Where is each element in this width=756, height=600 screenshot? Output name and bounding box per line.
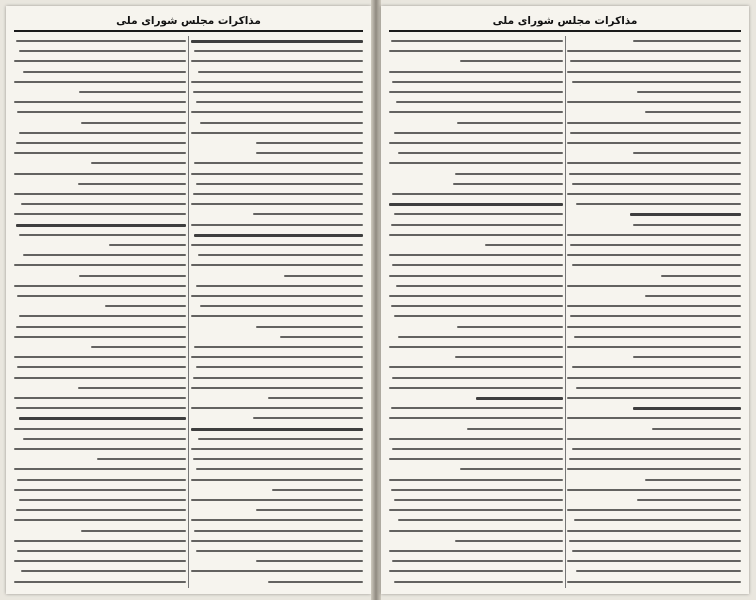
text-line-placeholder: [567, 397, 741, 399]
text-line-placeholder: [17, 550, 186, 552]
text-line-placeholder: [81, 122, 186, 124]
text-line-placeholder: [392, 193, 563, 195]
text-line-placeholder: [97, 458, 186, 460]
text-line-placeholder: [196, 468, 363, 470]
text-line-placeholder: [567, 193, 741, 195]
text-line-placeholder: [572, 264, 741, 266]
text-line-placeholder: [191, 356, 363, 358]
text-line-placeholder: [105, 305, 186, 307]
text-line-placeholder: [391, 407, 563, 409]
text-line-placeholder: [396, 101, 563, 103]
text-line-placeholder: [391, 489, 563, 491]
right-page: [381, 6, 749, 594]
text-line-placeholder: [645, 479, 741, 481]
text-line-placeholder: [196, 285, 363, 287]
text-line-placeholder: [200, 305, 363, 307]
text-line-placeholder: [193, 377, 363, 379]
text-line-placeholder: [391, 224, 563, 226]
right-page-column-left: [389, 36, 563, 588]
text-line-placeholder: [633, 224, 741, 226]
text-line-placeholder: [389, 387, 563, 389]
text-line-placeholder: [14, 581, 186, 583]
text-line-placeholder: [14, 377, 186, 379]
text-line-placeholder: [567, 489, 741, 491]
text-line-placeholder: [191, 315, 363, 317]
text-line-placeholder: [394, 499, 563, 501]
text-line-placeholder: [198, 438, 363, 440]
text-line-placeholder: [389, 50, 563, 52]
book-gutter: [371, 0, 381, 600]
text-line-placeholder: [389, 203, 563, 206]
text-line-placeholder: [191, 224, 363, 226]
text-line-placeholder: [455, 356, 563, 358]
text-line-placeholder: [394, 315, 563, 317]
text-line-placeholder: [14, 540, 186, 542]
text-line-placeholder: [253, 417, 363, 419]
text-line-placeholder: [268, 397, 363, 399]
text-line-placeholder: [392, 377, 563, 379]
text-line-placeholder: [389, 142, 563, 144]
text-line-placeholder: [14, 448, 186, 450]
text-line-placeholder: [109, 244, 186, 246]
text-line-placeholder: [196, 183, 363, 185]
text-line-placeholder: [392, 448, 563, 450]
text-line-placeholder: [570, 60, 741, 62]
text-line-placeholder: [78, 387, 186, 389]
text-line-placeholder: [191, 244, 363, 246]
text-line-placeholder: [396, 285, 563, 287]
text-line-placeholder: [19, 132, 186, 134]
text-line-placeholder: [567, 305, 741, 307]
text-line-placeholder: [194, 50, 363, 52]
text-line-placeholder: [91, 162, 186, 164]
text-line-placeholder: [14, 173, 186, 175]
left-page-column-right: [191, 36, 363, 588]
text-line-placeholder: [485, 244, 563, 246]
text-line-placeholder: [191, 387, 363, 389]
text-line-placeholder: [191, 428, 363, 431]
text-line-placeholder: [567, 560, 741, 562]
text-line-placeholder: [389, 438, 563, 440]
text-line-placeholder: [194, 346, 363, 348]
text-line-placeholder: [23, 71, 186, 73]
text-line-placeholder: [392, 264, 563, 266]
text-line-placeholder: [284, 275, 363, 277]
left-page-header: [14, 12, 363, 32]
text-line-placeholder: [394, 132, 563, 134]
text-line-placeholder: [191, 499, 363, 501]
text-line-placeholder: [17, 295, 186, 297]
text-line-placeholder: [389, 417, 563, 419]
text-line-placeholder: [567, 142, 741, 144]
text-line-placeholder: [79, 275, 186, 277]
text-line-placeholder: [567, 162, 741, 164]
text-line-placeholder: [191, 448, 363, 450]
text-line-placeholder: [389, 530, 563, 532]
text-line-placeholder: [256, 560, 363, 562]
text-line-placeholder: [16, 142, 186, 144]
left-page-columns: [14, 36, 363, 588]
text-line-placeholder: [389, 479, 563, 481]
text-line-placeholder: [460, 468, 563, 470]
text-line-placeholder: [14, 213, 186, 215]
text-line-placeholder: [398, 152, 563, 154]
text-line-placeholder: [645, 295, 741, 297]
text-line-placeholder: [193, 91, 363, 93]
text-line-placeholder: [14, 428, 186, 430]
text-line-placeholder: [194, 530, 363, 532]
right-page-header: [389, 12, 741, 32]
text-line-placeholder: [389, 550, 563, 552]
text-line-placeholder: [14, 560, 186, 562]
text-line-placeholder: [268, 581, 363, 583]
left-page: [6, 6, 371, 594]
text-line-placeholder: [191, 570, 363, 572]
text-line-placeholder: [389, 458, 563, 460]
text-line-placeholder: [637, 499, 741, 501]
text-line-placeholder: [191, 60, 363, 62]
text-line-placeholder: [574, 336, 741, 338]
text-line-placeholder: [661, 275, 741, 277]
left-page-column-divider: [188, 36, 189, 588]
text-line-placeholder: [633, 356, 741, 358]
text-line-placeholder: [389, 111, 563, 113]
text-line-placeholder: [194, 162, 363, 164]
text-line-placeholder: [191, 40, 363, 43]
text-line-placeholder: [570, 244, 741, 246]
text-line-placeholder: [567, 285, 741, 287]
text-line-placeholder: [572, 183, 741, 185]
text-line-placeholder: [14, 152, 186, 154]
text-line-placeholder: [14, 336, 186, 338]
text-line-placeholder: [567, 530, 741, 532]
text-line-placeholder: [392, 81, 563, 83]
text-line-placeholder: [196, 550, 363, 552]
text-line-placeholder: [191, 111, 363, 113]
text-line-placeholder: [645, 111, 741, 113]
text-line-placeholder: [194, 234, 363, 237]
text-line-placeholder: [567, 417, 741, 419]
text-line-placeholder: [392, 560, 563, 562]
text-line-placeholder: [14, 489, 186, 491]
text-line-placeholder: [256, 509, 363, 511]
text-line-placeholder: [389, 162, 563, 164]
text-line-placeholder: [569, 173, 741, 175]
text-line-placeholder: [569, 540, 741, 542]
text-line-placeholder: [567, 468, 741, 470]
text-line-placeholder: [14, 356, 186, 358]
text-line-placeholder: [253, 213, 363, 215]
text-line-placeholder: [633, 407, 741, 410]
right-page-column-divider: [565, 36, 566, 588]
text-line-placeholder: [14, 60, 186, 62]
text-line-placeholder: [570, 132, 741, 134]
text-line-placeholder: [567, 234, 741, 236]
text-line-placeholder: [17, 111, 186, 113]
text-line-placeholder: [19, 234, 186, 236]
text-line-placeholder: [567, 581, 741, 583]
text-line-placeholder: [14, 264, 186, 266]
text-line-placeholder: [191, 519, 363, 521]
text-line-placeholder: [576, 203, 741, 205]
text-line-placeholder: [389, 91, 563, 93]
text-line-placeholder: [389, 295, 563, 297]
text-line-placeholder: [191, 132, 363, 134]
text-line-placeholder: [567, 326, 741, 328]
text-line-placeholder: [398, 519, 563, 521]
text-line-placeholder: [191, 81, 363, 83]
text-line-placeholder: [256, 152, 363, 154]
text-line-placeholder: [567, 101, 741, 103]
text-line-placeholder: [457, 122, 563, 124]
text-line-placeholder: [21, 203, 186, 205]
text-line-placeholder: [17, 479, 186, 481]
text-line-placeholder: [398, 336, 563, 338]
text-line-placeholder: [256, 326, 363, 328]
text-line-placeholder: [14, 397, 186, 399]
text-line-placeholder: [193, 193, 363, 195]
text-line-placeholder: [389, 275, 563, 277]
text-line-placeholder: [256, 142, 363, 144]
text-line-placeholder: [567, 254, 741, 256]
text-line-placeholder: [576, 570, 741, 572]
text-line-placeholder: [19, 315, 186, 317]
text-line-placeholder: [198, 254, 363, 256]
text-line-placeholder: [16, 509, 186, 511]
text-line-placeholder: [455, 540, 563, 542]
text-line-placeholder: [21, 570, 186, 572]
text-line-placeholder: [630, 213, 741, 216]
text-line-placeholder: [91, 346, 186, 348]
text-line-placeholder: [23, 254, 186, 256]
text-line-placeholder: [572, 550, 741, 552]
text-line-placeholder: [14, 519, 186, 521]
text-line-placeholder: [79, 91, 186, 93]
left-page-journal-title: مذاکرات مجلس شورای ملی: [116, 15, 261, 27]
text-line-placeholder: [572, 81, 741, 83]
right-page-columns: [389, 36, 741, 588]
text-line-placeholder: [17, 366, 186, 368]
text-line-placeholder: [16, 224, 186, 227]
text-line-placeholder: [19, 499, 186, 501]
text-line-placeholder: [19, 50, 186, 52]
text-line-placeholder: [567, 346, 741, 348]
text-line-placeholder: [391, 40, 563, 42]
right-page-column-right: [567, 36, 741, 588]
text-line-placeholder: [637, 91, 741, 93]
text-line-placeholder: [81, 530, 186, 532]
text-line-placeholder: [196, 101, 363, 103]
text-line-placeholder: [16, 326, 186, 328]
text-line-placeholder: [389, 509, 563, 511]
text-line-placeholder: [467, 428, 563, 430]
text-line-placeholder: [19, 417, 186, 420]
text-line-placeholder: [14, 468, 186, 470]
text-line-placeholder: [200, 122, 363, 124]
text-line-placeholder: [389, 346, 563, 348]
left-page-column-left: [14, 36, 186, 588]
text-line-placeholder: [191, 479, 363, 481]
text-line-placeholder: [193, 458, 363, 460]
text-line-placeholder: [394, 581, 563, 583]
text-line-placeholder: [453, 183, 563, 185]
text-line-placeholder: [567, 377, 741, 379]
text-line-placeholder: [272, 489, 363, 491]
text-line-placeholder: [16, 40, 186, 42]
text-line-placeholder: [633, 40, 741, 42]
text-line-placeholder: [191, 540, 363, 542]
text-line-placeholder: [567, 122, 741, 124]
text-line-placeholder: [191, 407, 363, 409]
text-line-placeholder: [574, 519, 741, 521]
text-line-placeholder: [191, 295, 363, 297]
text-line-placeholder: [191, 264, 363, 266]
right-page-journal-title: مذاکرات مجلس شورای ملی: [492, 15, 638, 27]
text-line-placeholder: [576, 387, 741, 389]
text-line-placeholder: [652, 428, 741, 430]
text-line-placeholder: [16, 407, 186, 409]
text-line-placeholder: [78, 183, 186, 185]
text-line-placeholder: [389, 254, 563, 256]
text-line-placeholder: [572, 448, 741, 450]
text-line-placeholder: [196, 366, 363, 368]
text-line-placeholder: [572, 366, 741, 368]
text-line-placeholder: [191, 173, 363, 175]
text-line-placeholder: [567, 50, 741, 52]
text-line-placeholder: [23, 438, 186, 440]
text-line-placeholder: [389, 234, 563, 236]
text-line-placeholder: [567, 71, 741, 73]
text-line-placeholder: [389, 570, 563, 572]
text-line-placeholder: [569, 458, 741, 460]
text-line-placeholder: [633, 152, 741, 154]
text-line-placeholder: [457, 326, 563, 328]
text-line-placeholder: [455, 173, 563, 175]
text-line-placeholder: [570, 315, 741, 317]
text-line-placeholder: [280, 336, 363, 338]
text-line-placeholder: [476, 397, 563, 400]
text-line-placeholder: [14, 285, 186, 287]
text-line-placeholder: [460, 60, 563, 62]
text-line-placeholder: [394, 213, 563, 215]
text-line-placeholder: [567, 438, 741, 440]
text-line-placeholder: [389, 366, 563, 368]
text-line-placeholder: [191, 203, 363, 205]
text-line-placeholder: [389, 71, 563, 73]
text-line-placeholder: [198, 71, 363, 73]
text-line-placeholder: [391, 305, 563, 307]
text-line-placeholder: [14, 101, 186, 103]
text-line-placeholder: [14, 81, 186, 83]
text-line-placeholder: [567, 509, 741, 511]
text-line-placeholder: [14, 193, 186, 195]
